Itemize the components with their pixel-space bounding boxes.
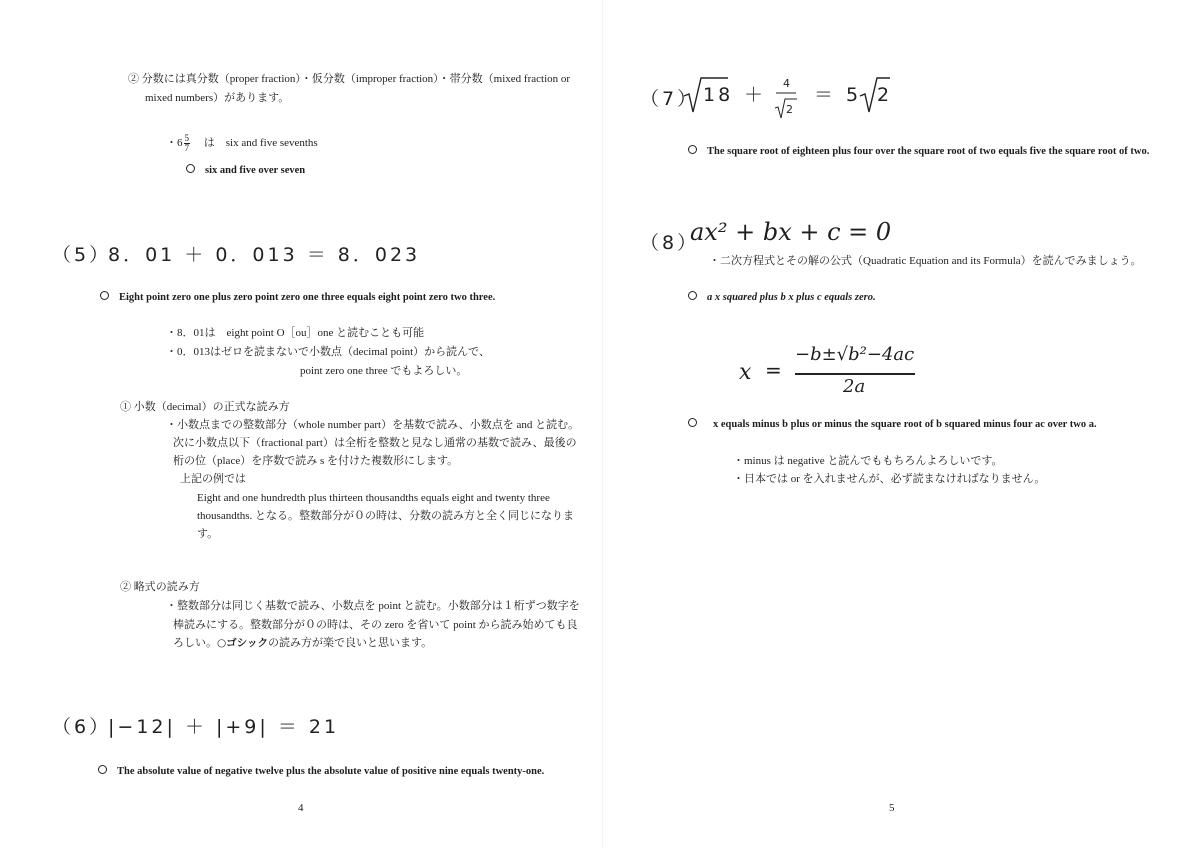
formula-equals: =	[765, 358, 782, 382]
mixed-prefix: ・6	[166, 137, 183, 150]
problem-7-answer-text: The square root of eighteen plus four over the square root of two equals five the square root of two.	[707, 146, 1150, 157]
problem-7-expression	[682, 74, 902, 129]
mixed-numerator: 5	[184, 133, 189, 143]
decimal-line-1: ・小数点までの整数部分（whole number part）を基数で読み、小数点を and と読む。	[166, 419, 580, 431]
problem-6-answer-text: The absolute value of negative twelve plus the absolute value of positive nine equals twenty-one.	[117, 766, 545, 777]
decimal-line-3: 桁の位（place）を序数で読み s を付けた複数形にします。	[173, 455, 459, 467]
problem-7-formula	[682, 74, 902, 124]
equals-sign: ＝	[814, 84, 834, 106]
problem-6-label: （6）	[52, 716, 112, 738]
radicand-2: 2	[877, 84, 890, 106]
decimal-heading: ① 小数（decimal）の正式な読み方	[120, 401, 290, 413]
problem-5-note-1: ・8．01は eight point O［ou］one と読むことも可能	[166, 327, 425, 339]
mixed-reading: は six and five sevenths	[203, 137, 318, 150]
problem-5-answer	[100, 291, 495, 303]
coefficient-5: 5	[846, 84, 859, 106]
circle-icon	[98, 765, 107, 774]
formula-answer	[688, 418, 1097, 430]
plus-sign: ＋	[744, 84, 764, 106]
formula-fraction-bar	[795, 373, 915, 375]
circle-icon	[186, 164, 195, 173]
radicand-18: 18	[703, 84, 734, 106]
problem-8-expression: ax² + bx + c = 0	[690, 218, 892, 246]
circle-icon	[688, 418, 697, 427]
decimal-line-6: thousandths. となる。整数部分が０の時は、分数の読み方と全く同じになりま	[197, 510, 575, 522]
note-2: ・日本では or を入れませんが、必ず読まなければなりません。	[733, 473, 1046, 485]
circle-icon	[100, 291, 109, 300]
abbr-line-3a: ろしい。	[173, 637, 217, 649]
problem-5-note-3: point zero one three でもよろしい。	[300, 365, 468, 377]
abbr-heading: ② 略式の読み方	[120, 581, 200, 593]
abbr-gothic: ○ゴシック	[217, 637, 268, 649]
problem-7-label: （7）	[640, 88, 700, 110]
abbr-line-1: ・整数部分は同じく基数で読み、小数点を point と読む。小数部分は１桁ずつ数字を	[166, 600, 580, 612]
problem-5-expression: 8．01 ＋ 0．013 ＝ 8．023	[108, 244, 421, 266]
note-1: ・minus は negative と読んでももちろんよろしいです。	[733, 455, 1003, 467]
decimal-line-2: 次に小数点以下（fractional part）は全桁を整数と見なし通常の基数で読み、最後の	[173, 437, 577, 449]
problem-5-note-2: ・0．013はゼロを読まないで小数点（decimal point）から読んで、	[166, 346, 490, 358]
page-divider	[602, 0, 603, 848]
fraction-denominator: 2	[786, 103, 793, 116]
fraction-note-cont: mixed numbers）があります。	[145, 92, 290, 104]
decimal-line-5: Eight and one hundredth plus thirteen thousandths equals eight and twenty three	[197, 492, 550, 504]
abbr-line-3	[173, 634, 432, 653]
circle-icon	[688, 291, 697, 300]
fraction-numerator: 4	[783, 77, 790, 90]
problem-6-expression: |−12| ＋ |+9| ＝ 21	[108, 716, 340, 738]
mixed-alt-reading	[186, 164, 305, 176]
decimal-line-4: 上記の例では	[180, 473, 246, 485]
mixed-denominator: 7	[184, 143, 189, 153]
mixed-fraction	[184, 134, 191, 153]
formula-lhs: x	[739, 360, 752, 385]
problem-8-label: （8）	[640, 232, 700, 254]
page-number-right: 5	[889, 802, 895, 814]
problem-8-answer-text: a x squared plus b x plus c equals zero.	[707, 292, 876, 303]
problem-8-note: ・二次方程式とその解の公式（Quadratic Equation and its Formula）を読んでみましょう。	[709, 255, 1142, 267]
formula-answer-text: x equals minus b plus or minus the square root of b squared minus four ac over two a.	[713, 419, 1097, 430]
formula-denominator: 2a	[843, 376, 866, 397]
page-number-left: 4	[298, 802, 304, 814]
circle-icon	[688, 145, 697, 154]
formula-numerator: −b±√b²−4ac	[795, 344, 915, 365]
abbr-line-3c: の読み方が楽で良いと思います。	[267, 637, 433, 649]
mixed-alt-text: six and five over seven	[205, 165, 306, 176]
problem-7-answer	[688, 145, 1149, 157]
problem-5-answer-text: Eight point zero one plus zero point zero one three equals eight point zero two three.	[119, 292, 496, 303]
fraction-note: ② 分数には真分数（proper fraction）・仮分数（improper fraction）・帯分数（mixed fraction or	[128, 73, 571, 85]
mixed-number-line	[166, 134, 318, 153]
decimal-line-7: す。	[197, 528, 219, 540]
problem-6-answer	[98, 765, 544, 777]
abbr-line-2: 棒読みにする。整数部分が０の時は、その zero を省いて point から読み始めても良	[173, 619, 578, 631]
problem-5-label: （5）	[52, 244, 112, 266]
problem-8-answer	[688, 291, 876, 303]
